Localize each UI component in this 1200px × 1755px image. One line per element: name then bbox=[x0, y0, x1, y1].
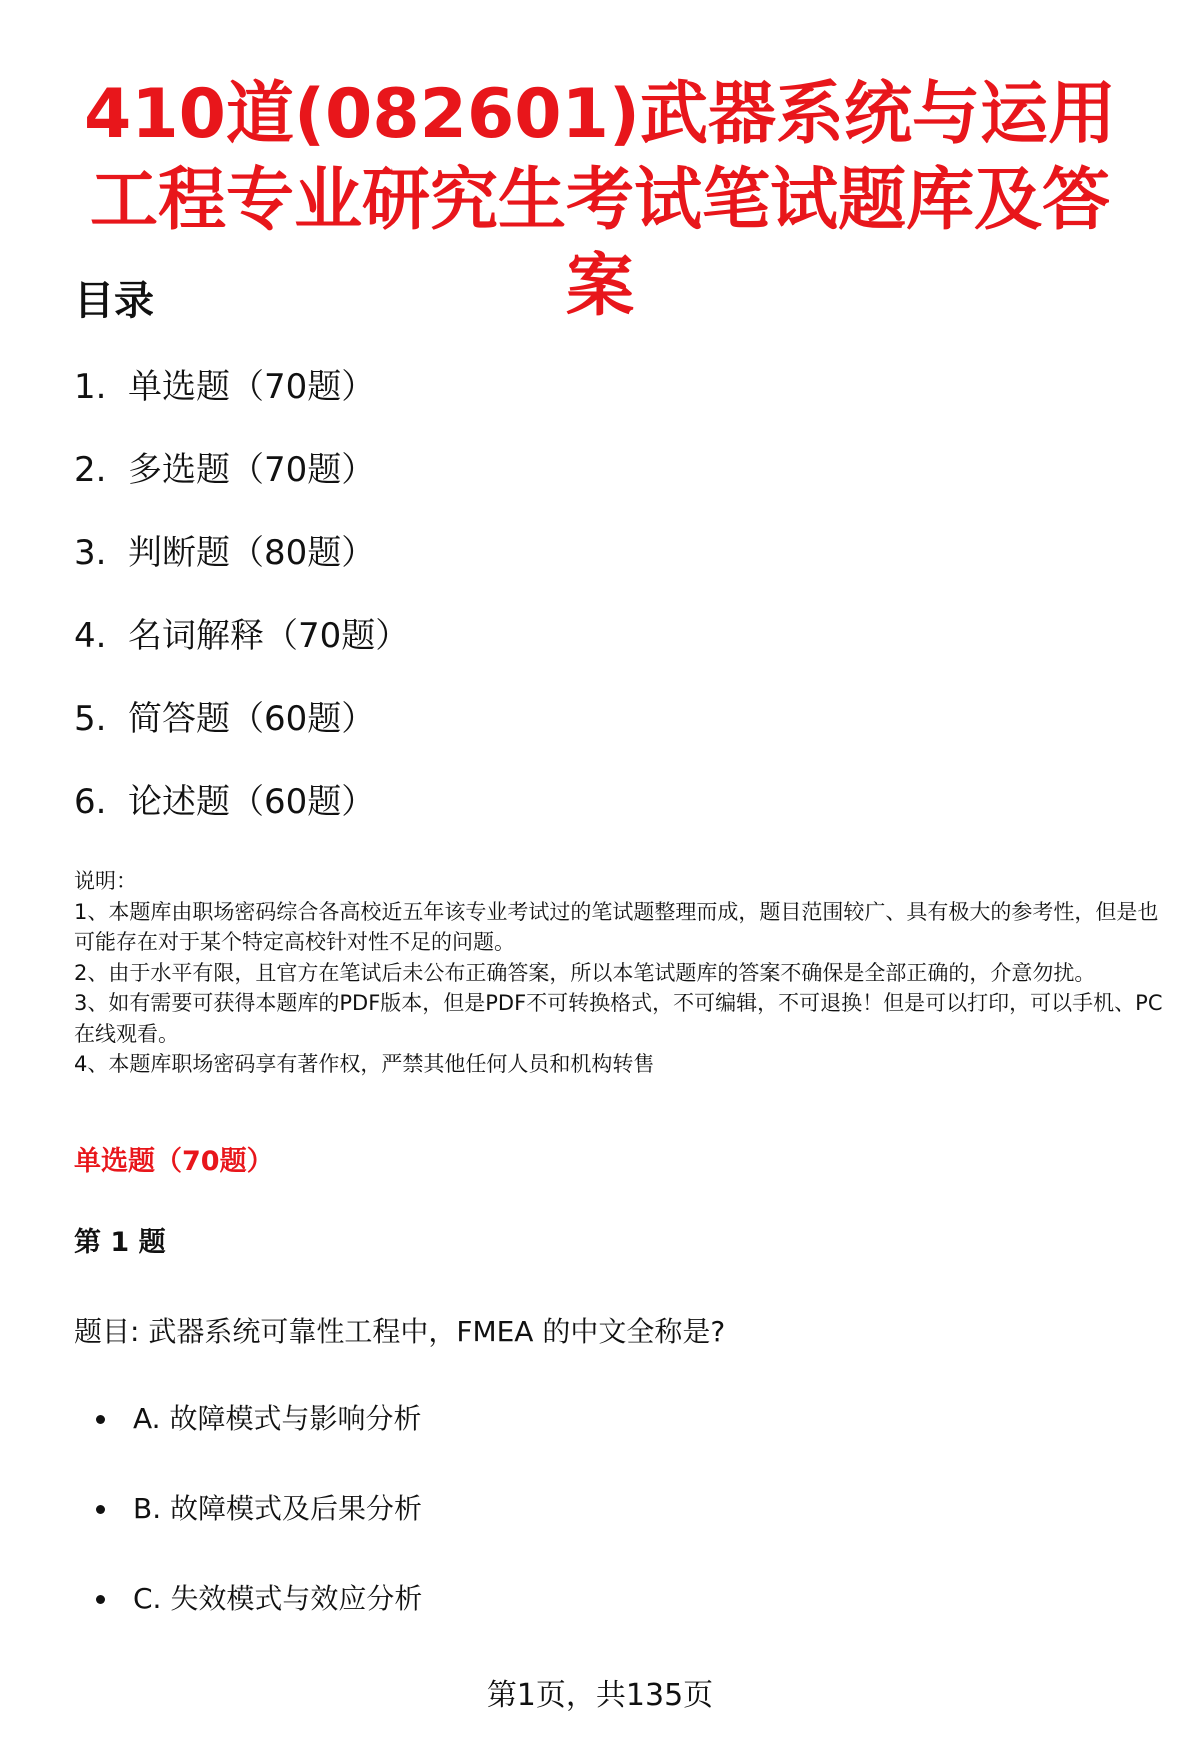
option-text: B. 故障模式及后果分析 bbox=[133, 1492, 423, 1525]
toc-item-number: 4. bbox=[74, 616, 107, 656]
option-text: A. 故障模式与影响分析 bbox=[133, 1402, 422, 1435]
table-of-contents bbox=[74, 366, 409, 864]
bullet-icon bbox=[96, 1505, 105, 1514]
option-item bbox=[96, 1490, 422, 1528]
option-item bbox=[96, 1400, 422, 1438]
toc-heading: 目录 bbox=[74, 278, 154, 324]
page-footer: 第1页，共135页 bbox=[486, 1678, 714, 1713]
toc-item-number: 1. bbox=[74, 367, 107, 407]
question-stem: 题目: 武器系统可靠性工程中，FMEA 的中文全称是? bbox=[74, 1315, 726, 1348]
section-title: 单选题（70题） bbox=[74, 1146, 274, 1177]
toc-item bbox=[74, 698, 409, 740]
toc-item-number: 2. bbox=[74, 450, 107, 490]
notes-heading: 说明： bbox=[74, 869, 137, 893]
toc-item-label: 单选题（70题） bbox=[128, 367, 376, 407]
note-line: 1、本题库由职场密码综合各高校近五年该专业考试过的笔试题整理而成，题目范围较广、具有极大的参考性，但是也可能存在对于某个特定高校针对性不足的问题。 bbox=[74, 899, 1159, 954]
document-title: 410道(082601)武器系统与运用工程专业研究生考试笔试题库及答案 bbox=[84, 75, 1116, 326]
toc-item-label: 简答题（60题） bbox=[128, 699, 376, 739]
notes-block bbox=[74, 866, 1164, 1080]
toc-item-label: 论述题（60题） bbox=[128, 782, 376, 822]
note-line: 3、如有需要可获得本题库的PDF版本，但是PDF不可转换格式，不可编辑，不可退换！但是可以打印，可以手机、PC在线观看。 bbox=[74, 991, 1163, 1046]
question-heading: 第 1 题 bbox=[74, 1227, 166, 1258]
toc-item-label: 判断题（80题） bbox=[128, 533, 376, 573]
toc-item-number: 5. bbox=[74, 699, 107, 739]
option-text: C. 失效模式与效应分析 bbox=[133, 1582, 423, 1615]
bullet-icon bbox=[96, 1415, 105, 1424]
option-item bbox=[96, 1580, 422, 1618]
note-line: 4、本题库职场密码享有著作权，严禁其他任何人员和机构转售 bbox=[74, 1052, 655, 1076]
toc-item bbox=[74, 366, 409, 408]
toc-item-number: 6. bbox=[74, 782, 107, 822]
toc-item-label: 名词解释（70题） bbox=[128, 616, 410, 656]
toc-item bbox=[74, 781, 409, 823]
toc-item bbox=[74, 615, 409, 657]
toc-item-number: 3. bbox=[74, 533, 107, 573]
bullet-icon bbox=[96, 1595, 105, 1604]
option-list bbox=[96, 1400, 422, 1670]
note-line: 2、由于水平有限，且官方在笔试后未公布正确答案，所以本笔试题库的答案不确保是全部正确的，介意勿扰。 bbox=[74, 960, 1096, 985]
toc-item-label: 多选题（70题） bbox=[128, 450, 376, 490]
toc-item bbox=[74, 449, 409, 491]
toc-item bbox=[74, 532, 409, 574]
